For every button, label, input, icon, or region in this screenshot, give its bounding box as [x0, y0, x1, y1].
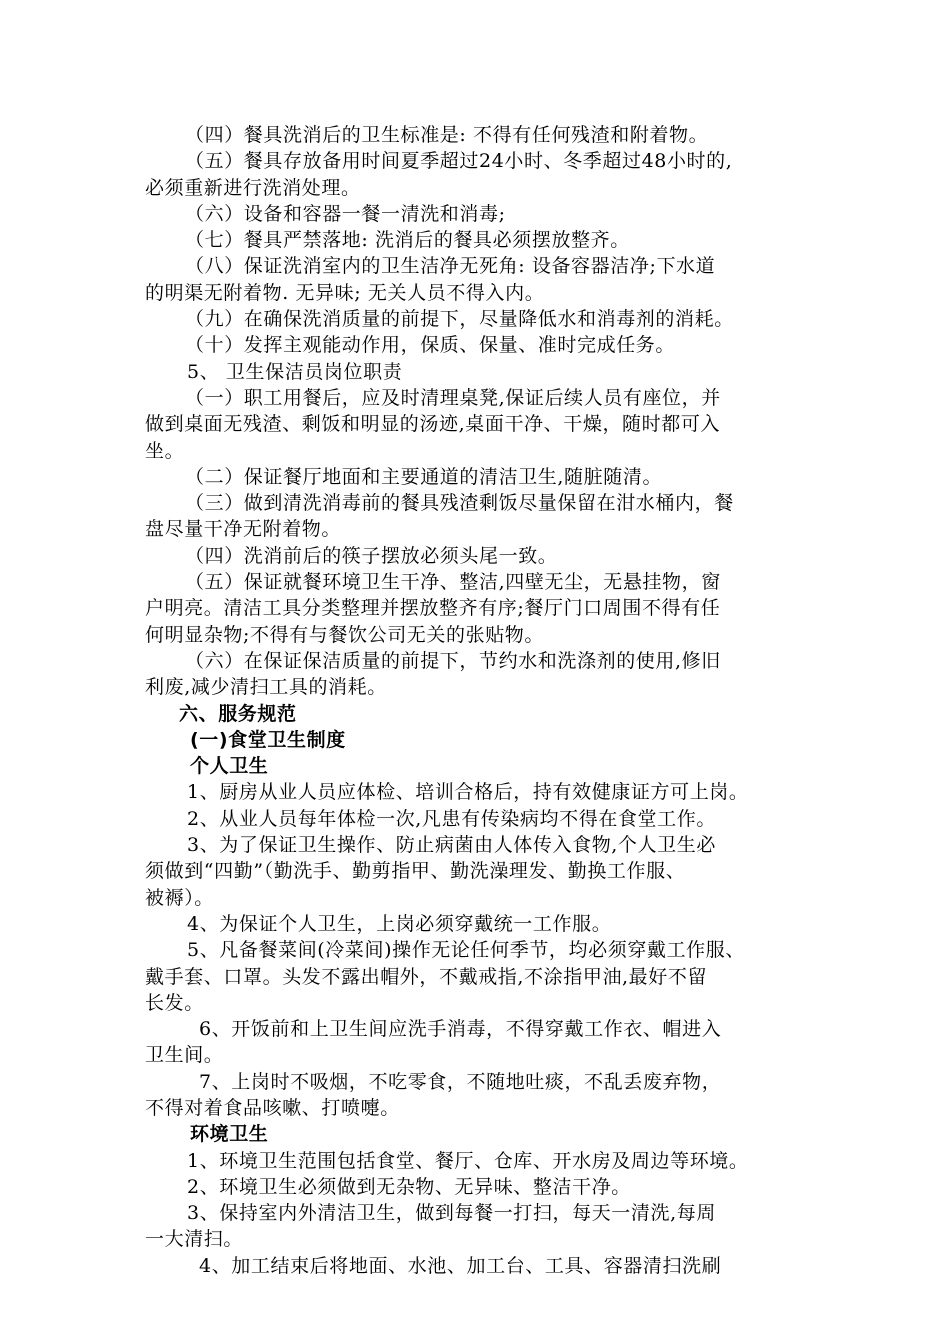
text-line: 5、凡备餐菜间(冷菜间)操作无论任何季节，均必须穿戴工作服、: [187, 939, 745, 962]
text-line: 1、厨房从业人员应体检、培训合格后，持有效健康证方可上岗。: [187, 781, 749, 804]
text-line: （十）发挥主观能动作用，保质、保量、准时完成任务。: [185, 334, 676, 357]
section-heading: 六、服务规范: [179, 702, 297, 725]
text-line: 须做到“四勤”（勤洗手、勤剪指甲、勤洗澡理发、勤换工作服、: [145, 860, 686, 883]
text-line: 3、保持室内外清洁卫生，做到每餐一打扫，每天一清洗,每周: [187, 1202, 716, 1225]
text-line: （二）保证餐厅地面和主要通道的清洁卫生,随脏随清。: [185, 465, 663, 488]
text-line: 长发。: [145, 991, 204, 1014]
text-line: （三）做到清洗消毒前的餐具残渣剩饭尽量保留在泔水桶内，餐: [185, 492, 734, 515]
text-line: 2、从业人员每年体检一次,凡患有传染病均不得在食堂工作。: [187, 807, 716, 830]
section-heading: 个人卫生: [190, 755, 269, 778]
text-line: （五）保证就餐环境卫生干净、整洁,四壁无尘，无悬挂物，窗: [185, 571, 721, 594]
text-line: 做到桌面无残渣、剩饭和明显的汤迹,桌面干净、干燥，随时都可入: [145, 413, 721, 436]
text-line: 坐。: [145, 439, 185, 462]
text-line: （七）餐具严禁落地: 洗消后的餐具必须摆放整齐。: [185, 229, 630, 252]
document-body: [145, 122, 810, 1279]
text-line: 必须重新进行洗消处理。: [145, 176, 361, 199]
text-line: 户明亮。清洁工具分类整理并摆放整齐有序;餐厅门口周围不得有任: [145, 597, 721, 620]
text-line: 1、环境卫生范围包括食堂、餐厅、仓库、开水房及周边等环境。: [187, 1149, 749, 1172]
section-heading: (一)食堂卫生制度: [190, 728, 346, 751]
text-line: 3、为了保证卫生操作、防止病菌由人体传入食物,个人卫生必: [187, 834, 716, 857]
section-heading: 环境卫生: [190, 1123, 269, 1146]
text-line: （五）餐具存放备用时间夏季超过24小时、冬季超过48小时的,: [185, 150, 733, 173]
text-line: （四）洗消前后的筷子摆放必须头尾一致。: [185, 544, 558, 567]
text-line: 盘尽量干净无附着物。: [145, 518, 342, 541]
text-line: （四）餐具洗消后的卫生标准是: 不得有任何残渣和附着物。: [185, 124, 709, 146]
text-line: 何明显杂物;不得有与餐饮公司无关的张贴物。: [145, 623, 545, 646]
text-line: 4、加工结束后将地面、水池、加工台、工具、容器清扫洗刷: [199, 1254, 722, 1277]
text-line: 不得对着食品咳嗽、打喷嚏。: [145, 1096, 400, 1119]
text-line: 2、环境卫生必须做到无杂物、无异味、整洁干净。: [187, 1175, 631, 1198]
text-line: 卫生间。: [145, 1044, 224, 1067]
text-line: （一）职工用餐后，应及时清理桌凳,保证后续人员有座位，并: [185, 386, 721, 409]
text-line: 戴手套、口罩。头发不露出帽外，不戴戒指,不涂指甲油,最好不留: [145, 965, 708, 988]
text-line: 的明渠无附着物. 无异味; 无关人员不得入内。: [145, 281, 545, 304]
text-line: 5、 卫生保洁员岗位职责: [187, 360, 403, 383]
text-line: （六）在保证保洁质量的前提下，节约水和洗涤剂的使用,修旧: [185, 649, 721, 672]
text-line: 被褥）。: [145, 886, 214, 909]
text-line: （九）在确保洗消质量的前提下，尽量降低水和消毒剂的消耗。: [185, 308, 734, 331]
text-line: 利废,减少清扫工具的消耗。: [145, 676, 387, 699]
text-line: 4、为保证个人卫生，上岗必须穿戴统一工作服。: [187, 912, 612, 935]
text-line: （八）保证洗消室内的卫生洁净无死角: 设备容器洁净;下水道: [185, 255, 716, 278]
text-line: （六）设备和容器一餐一清洗和消毒;: [185, 202, 506, 225]
text-line: 6、开饭前和上卫生间应洗手消毒，不得穿戴工作衣、帽进入: [199, 1018, 722, 1041]
text-line: 7、上岗时不吸烟，不吃零食，不随地吐痰，不乱丢废弃物，: [199, 1070, 722, 1093]
text-line: 一大清扫。: [145, 1228, 244, 1251]
